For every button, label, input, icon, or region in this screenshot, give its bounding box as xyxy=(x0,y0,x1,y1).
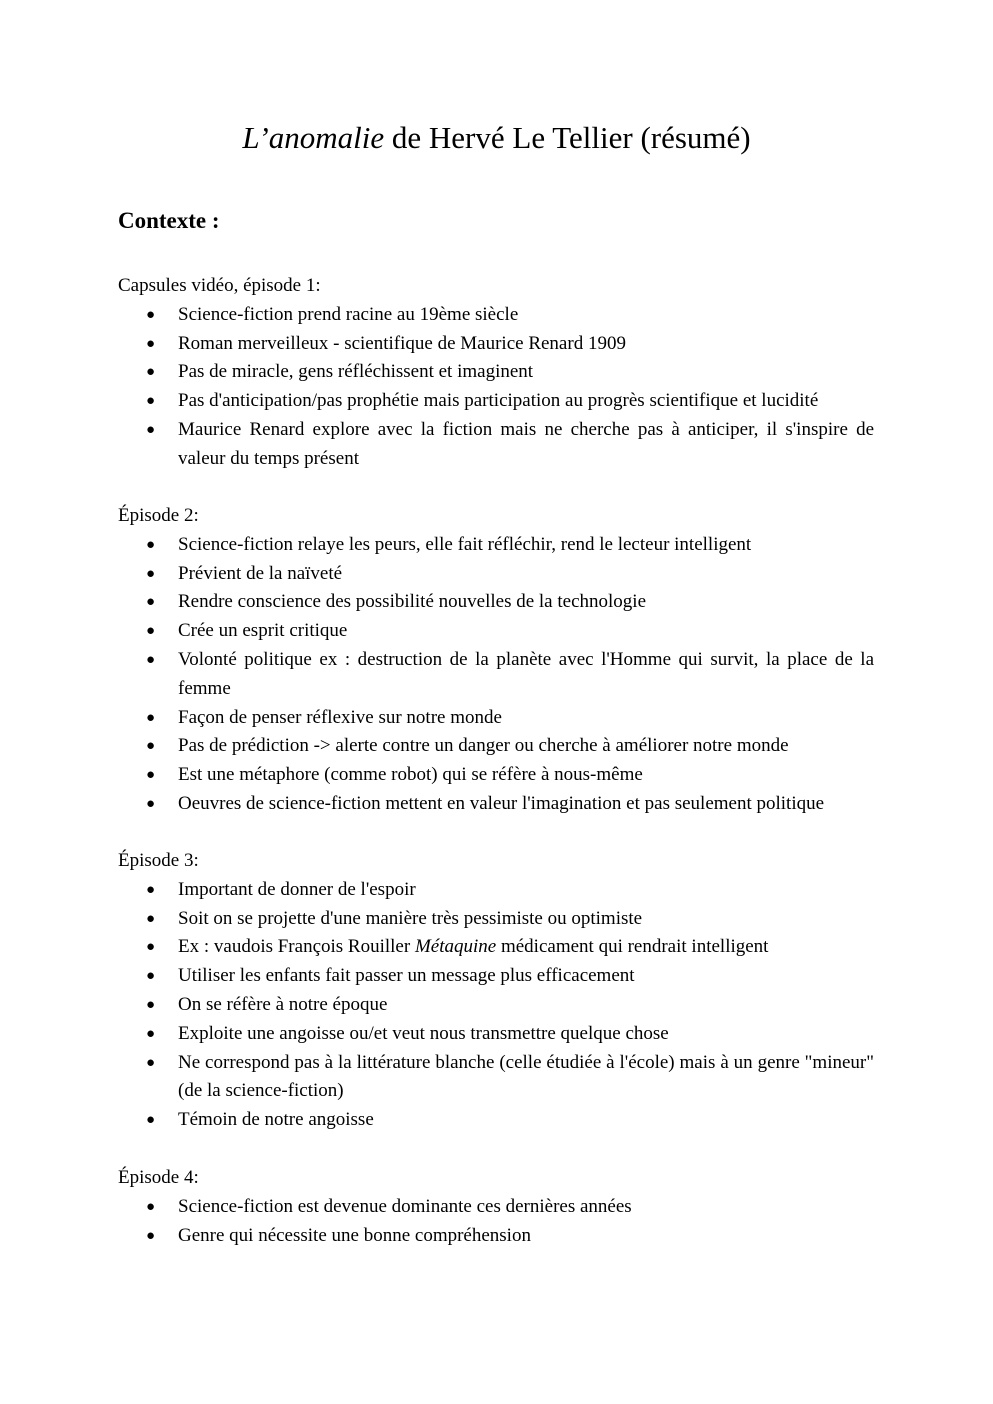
bullet-icon: ● xyxy=(146,795,156,812)
episode-2-block xyxy=(118,502,874,819)
episode-3-block xyxy=(118,847,874,1135)
list-item-text: Rendre conscience des possibilité nouvelles de la technologie xyxy=(178,591,646,613)
bullet-icon: ● xyxy=(146,393,156,410)
episode-4-list xyxy=(118,1193,874,1251)
list-item xyxy=(118,1020,874,1049)
list-item xyxy=(118,588,874,617)
list-item-text: Façon de penser réflexive sur notre monde xyxy=(178,706,502,728)
list-item-italic-text: Métaquine xyxy=(414,936,497,958)
list-item xyxy=(118,1049,874,1107)
list-item xyxy=(118,933,874,962)
list-item-text: Utiliser les enfants fait passer un message plus efficacement xyxy=(178,965,635,987)
list-item-text-rest: médicament qui rendrait intelligent xyxy=(496,936,769,958)
bullet-icon: ● xyxy=(146,1054,156,1071)
episode-1-list xyxy=(118,301,874,474)
bullet-icon: ● xyxy=(146,536,156,553)
bullet-icon: ● xyxy=(146,709,156,726)
episode-4-label: Épisode 4: xyxy=(118,1167,199,1188)
list-item-text: Maurice Renard explore avec la fiction mais ne cherche pas à anticiper, il s'inspire de valeur du temps présent xyxy=(178,418,874,469)
list-item xyxy=(118,761,874,790)
bullet-icon: ● xyxy=(146,364,156,381)
list-item-text: Est une métaphore (comme robot) qui se réfère à nous-même xyxy=(178,764,643,786)
list-item xyxy=(118,1106,874,1135)
list-item-text: On se réfère à notre époque xyxy=(178,993,388,1015)
section-heading-suffix: : xyxy=(206,208,220,233)
bullet-icon: ● xyxy=(146,939,156,956)
list-item xyxy=(118,358,874,387)
section-heading-bold: Contexte xyxy=(118,208,207,233)
episode-1-block xyxy=(118,272,874,474)
list-item xyxy=(118,704,874,733)
list-item xyxy=(118,531,874,560)
title-rest: de Hervé Le Tellier (résumé) xyxy=(384,120,751,155)
bullet-icon: ● xyxy=(146,996,156,1013)
list-item xyxy=(118,1193,874,1222)
list-item-text: Témoin de notre angoisse xyxy=(178,1109,374,1131)
episode-2-label: Épisode 2: xyxy=(118,505,199,526)
bullet-icon: ● xyxy=(146,881,156,898)
episode-1-label: Capsules vidéo, épisode 1: xyxy=(118,275,321,296)
list-item xyxy=(118,387,874,416)
bullet-icon: ● xyxy=(146,623,156,640)
list-item-text: Roman merveilleux - scientifique de Maurice Renard 1909 xyxy=(178,332,626,354)
list-item-text: Genre qui nécessite une bonne compréhension xyxy=(178,1224,531,1246)
episode-3-label: Épisode 3: xyxy=(118,850,199,871)
list-item-text: Important de donner de l'espoir xyxy=(178,878,416,900)
list-item-text: Science-fiction prend racine au 19ème siècle xyxy=(178,303,519,325)
list-item-text: Science-fiction est devenue dominante ces dernières années xyxy=(178,1195,632,1217)
title-italic: L’anomalie xyxy=(242,120,385,155)
bullet-icon: ● xyxy=(146,968,156,985)
list-item xyxy=(118,301,874,330)
bullet-icon: ● xyxy=(146,421,156,438)
document-title xyxy=(0,116,993,160)
bullet-icon: ● xyxy=(146,651,156,668)
list-item xyxy=(118,560,874,589)
list-item-text: Exploite une angoisse ou/et veut nous transmettre quelque chose xyxy=(178,1022,669,1044)
list-item-text: Ne correspond pas à la littérature blanche (celle étudiée à l'école) mais à un genre "mineur" (de la science-fiction) xyxy=(178,1051,874,1102)
list-item xyxy=(118,876,874,905)
list-item-text: Science-fiction relaye les peurs, elle fait réfléchir, rend le lecteur intelligent xyxy=(178,533,752,555)
list-item xyxy=(118,646,874,704)
list-item-text: Pas d'anticipation/pas prophétie mais participation au progrès scientifique et lucidité xyxy=(178,390,819,412)
list-item xyxy=(118,330,874,359)
bullet-icon: ● xyxy=(146,767,156,784)
bullet-icon: ● xyxy=(146,335,156,352)
episode-2-list xyxy=(118,531,874,819)
list-item-text: Ex : vaudois François Rouiller xyxy=(178,936,415,958)
list-item-text: Pas de miracle, gens réfléchissent et imaginent xyxy=(178,361,534,383)
list-item xyxy=(118,790,874,819)
bullet-icon: ● xyxy=(146,306,156,323)
list-item-text: Soit on se projette d'une manière très pessimiste ou optimiste xyxy=(178,907,643,929)
list-item-text: Volonté politique ex : destruction de la planète avec l'Homme qui survit, la place de la femme xyxy=(178,648,874,699)
list-item xyxy=(118,905,874,934)
list-item-text: Crée un esprit critique xyxy=(178,620,348,642)
list-item xyxy=(118,962,874,991)
list-item-text: Oeuvres de science-fiction mettent en valeur l'imagination et pas seulement politique xyxy=(178,792,825,814)
list-item-text: Prévient de la naïveté xyxy=(178,562,343,584)
episode-3-list xyxy=(118,876,874,1135)
bullet-icon: ● xyxy=(146,1227,156,1244)
section-heading xyxy=(118,204,220,238)
bullet-icon: ● xyxy=(146,1025,156,1042)
list-item xyxy=(118,991,874,1020)
list-item xyxy=(118,617,874,646)
bullet-icon: ● xyxy=(146,565,156,582)
episode-4-block xyxy=(118,1164,874,1250)
list-item xyxy=(118,732,874,761)
list-item xyxy=(118,1222,874,1251)
bullet-icon: ● xyxy=(146,1112,156,1129)
bullet-icon: ● xyxy=(146,594,156,611)
list-item xyxy=(118,416,874,474)
bullet-icon: ● xyxy=(146,738,156,755)
bullet-icon: ● xyxy=(146,1198,156,1215)
list-item-text: Pas de prédiction -> alerte contre un danger ou cherche à améliorer notre monde xyxy=(178,735,789,757)
bullet-icon: ● xyxy=(146,910,156,927)
